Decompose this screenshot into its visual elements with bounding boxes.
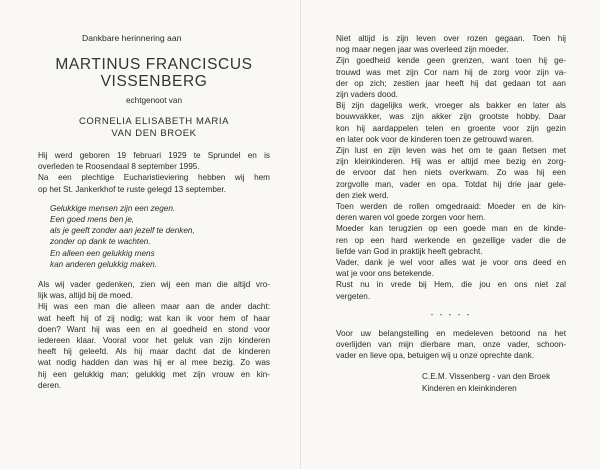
character-paragraph <box>38 301 270 391</box>
text-line: bouwvakker, was zijn akker zijn grootste hobby. Daar <box>336 112 566 122</box>
poem-line: Gelukkige mensen zijn een zegen. <box>50 203 176 213</box>
deceased-name-line1: MARTINUS FRANCISCUS <box>55 56 253 73</box>
right-panel <box>336 33 566 394</box>
memory-paragraph <box>38 279 270 301</box>
text-line: zijn kleinkinderen. Hij was er altijd mee bezig en zorg- <box>336 157 566 167</box>
text-line: heeft hij geleefd. Als hij maar dacht dat de kinderen <box>38 347 270 357</box>
text-line: wat heeft hij of zij nodig; wat kan ik voor hem of haar <box>38 313 270 323</box>
poem-line: Een goed mens ben je, <box>50 215 135 225</box>
text-line: deren waren vol goede zorgen voor hem. <box>336 213 486 223</box>
thanks-paragraph <box>336 328 566 362</box>
text-line: kon hij aardappelen telen en groente voor zijn gezin <box>336 123 566 133</box>
text-line: vader en lieve opa, betuigen wij u onze oprechte dank. <box>336 351 534 361</box>
text-line: Rust nu in vrede bij Hem, die jou en ons niet zal <box>336 280 566 290</box>
spouse-label: echtgenoot van <box>126 96 182 105</box>
text-line: Bij zijn dagelijks werk, vroeger als bakker en later als <box>336 101 566 111</box>
text-line: Voor uw belangstelling en medeleven betoond na het <box>336 328 566 338</box>
text-line: Zijn goedheid kende geen grenzen, want toen hij ge- <box>336 56 566 66</box>
text-line: wat je voor ons betekende. <box>336 269 434 279</box>
text-line: trouwd was met zijn Cor nam hij de zorg voor zijn va- <box>336 67 566 77</box>
text-line: doen? Want hij was een en al goedheid en stond voor <box>38 324 270 334</box>
text-line: vergeten. <box>336 291 371 301</box>
text-line: iedereen klaar. Vooral voor het geluk van zijn kinderen <box>38 336 270 346</box>
text-line: Niet altijd is zijn leven over rozen gegaan. Toen hij <box>336 34 566 43</box>
text-line: Moeder kan terugzien op een goede man en de kinde- <box>336 224 566 234</box>
text-line: lijk was, altijd bij de moed. <box>38 291 133 301</box>
text-line: deren. <box>38 380 62 390</box>
text-line: Toen werden de rollen omgedraaid: Moeder en de kin- <box>336 202 566 212</box>
text-line: overlijden van mijn dierbare man, onze vader, schoon- <box>336 340 566 350</box>
intro-text: Dankbare herinnering aan <box>82 33 182 43</box>
text-line: de ervoor dat hen niets overkwam. Zo was hij een <box>336 168 566 178</box>
signature-family: Kinderen en kleinkinderen <box>422 383 517 393</box>
text-line: zorgvolle man, vader en opa. Totdat hij drie jaar gele- <box>336 179 566 189</box>
bio-line: overleden te Roosendaal 8 september 1995. <box>38 162 200 172</box>
signature-name: C.E.M. Vissenberg - van den Broek <box>422 372 551 382</box>
text-line: zijn vaders dood. <box>336 90 398 100</box>
text-line: Zijn lust en zijn leven was het om te gaan fietsen met <box>336 146 566 156</box>
poem-line: zonder op dank te wachten. <box>50 237 151 247</box>
poem-line: kan anderen gelukkig maken. <box>50 259 157 269</box>
text-line: liefde van God in praktijk heeft gebracht. <box>336 246 483 256</box>
spouse-name-line1: CORNELIA ELISABETH MARIA <box>78 116 230 127</box>
bio-line: Na een plechtige Eucharistieviering hebben wij hem <box>38 173 270 183</box>
text-line: Als wij vader gedenken, zien wij een man die altijd vro- <box>38 280 270 290</box>
fold-line <box>300 0 301 469</box>
spouse-name-line2: VAN DEN BROEK <box>111 128 197 139</box>
left-panel <box>38 33 270 391</box>
text-line: ren op een hard werkende en gezellige vader die de <box>336 235 566 245</box>
poem-line: En alleen een gelukkig mens <box>50 248 155 258</box>
deceased-name-line2: VISSENBERG <box>100 73 208 90</box>
signature-block <box>422 371 566 393</box>
separator: - - - - - <box>430 309 472 319</box>
bio-line: Hij werd geboren 19 februari 1929 te Sprundel en is <box>38 151 270 160</box>
text-line: Hij was een man die alleen maar aan de ander dacht: <box>38 302 270 312</box>
text-line: hij een gelukkig man; gelukkig met zijn vrouw en kin- <box>38 369 270 379</box>
poem-line: als je geeft zonder aan jezelf te denken, <box>50 226 195 236</box>
bio-line: op het St. Jankerkhof te ruste gelegd 13 september. <box>38 184 226 194</box>
text-line: en later ook voor de kinderen toen ze getrouwd waren. <box>336 134 534 144</box>
text-line: den ziek werd. <box>336 190 389 200</box>
poem <box>50 203 270 270</box>
text-line: der op zich; zestien jaar heeft hij dat gedaan tot aan <box>336 78 566 88</box>
text-line: nog maar negen jaar was overleed zijn moeder. <box>336 45 509 55</box>
text-line: Vader, dank je wel voor alles wat je voor ons deed en <box>336 258 566 268</box>
life-paragraph <box>336 33 566 302</box>
bio-paragraph <box>38 150 270 195</box>
text-line: wat nodig hadden dan was hij er al mee bezig. Zo was <box>38 358 270 368</box>
